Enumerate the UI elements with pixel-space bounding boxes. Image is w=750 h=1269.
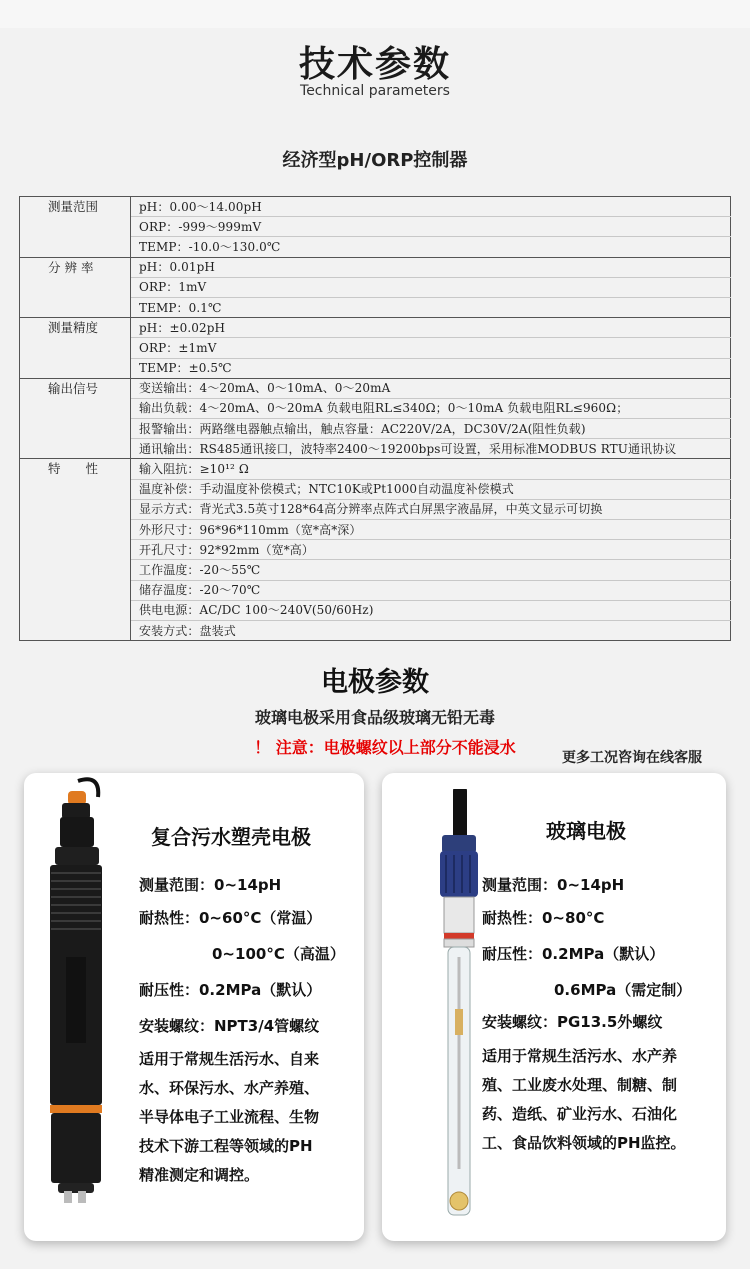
page-title: 技术参数 <box>298 44 451 85</box>
electrode-section-title: 电极参数 <box>321 667 429 698</box>
spec-row <box>20 197 731 217</box>
spec-row <box>20 318 731 338</box>
spec-category: 测量精度 <box>20 318 131 379</box>
spec-value: 安装方式：盘装式 <box>131 620 731 640</box>
spec-heat-high: 0~100°C（高温） <box>212 945 345 963</box>
spec-category: 特 性 <box>20 459 131 641</box>
spec-value: pH：0.00～14.00pH <box>131 197 731 217</box>
glass-electrode-card <box>382 773 726 1241</box>
plastic-electrode-image <box>38 777 114 1237</box>
spec-value: ORP：1mV <box>131 277 731 297</box>
spec-row <box>20 257 731 277</box>
spec-pressure-custom: 0.6MPa（需定制） <box>554 981 692 999</box>
spec-thread: 安装螺纹：NPT3/4管螺纹 <box>139 1017 320 1035</box>
spec-value: TEMP：±0.5℃ <box>131 358 731 378</box>
electrode-warning: ！ 注意：电极螺纹以上部分不能浸水 <box>254 738 516 757</box>
spec-value: ORP：-999～999mV <box>131 217 731 237</box>
top-band <box>0 0 750 28</box>
spec-value: 输入阻抗：≥10¹² Ω <box>131 459 731 479</box>
spec-value: 通讯输出：RS485通讯接口，波特率2400～19200bps可设置，采用标准MODBUS RTU通讯协议 <box>131 439 731 459</box>
spec-value: 开孔尺寸：92*92mm（宽*高） <box>131 540 731 560</box>
spec-value: ORP：±1mV <box>131 338 731 358</box>
desc-line: 精准测定和调控。 <box>139 1166 260 1184</box>
spec-row <box>20 378 731 398</box>
spec-row <box>20 459 731 479</box>
desc-line: 适用于常规生活污水、水产养 <box>482 1047 678 1065</box>
spec-heat: 耐热性：0~60°C（常温） <box>139 909 322 927</box>
spec-value: 变送输出：4～20mA、0～10mA、0～20mA <box>131 378 731 398</box>
spec-range: 测量范围：0~14pH <box>139 876 282 894</box>
spec-value: TEMP：-10.0～130.0℃ <box>131 237 731 257</box>
card-title: 复合污水塑壳电极 <box>151 825 311 849</box>
desc-line: 适用于常规生活污水、自来 <box>139 1050 320 1068</box>
product-name: 经济型pH/ORP控制器 <box>282 150 468 171</box>
desc-line: 水、环保污水、水产养殖、 <box>139 1079 320 1097</box>
desc-line: 殖、工业废水处理、制糖、制 <box>482 1076 678 1094</box>
spec-category: 输出信号 <box>20 378 131 459</box>
spec-value: 显示方式：背光式3.5英寸128*64高分辨率点阵式白屏黑字液晶屏，中英文显示可切换 <box>131 499 731 519</box>
glass-electrode-image <box>412 789 492 1229</box>
desc-line: 半导体电子工业流程、生物 <box>139 1108 320 1126</box>
spec-table <box>19 196 731 641</box>
spec-value: pH：0.01pH <box>131 257 731 277</box>
spec-value: 工作温度：-20～55℃ <box>131 560 731 580</box>
spec-value: 供电电源：AC/DC 100～240V(50/60Hz) <box>131 600 731 620</box>
spec-heat: 耐热性：0~80°C <box>482 909 605 927</box>
spec-value: 外形尺寸：96*96*110mm（宽*高*深） <box>131 520 731 540</box>
spec-category: 测量范围 <box>20 197 131 258</box>
spec-pressure: 耐压性：0.2MPa（默认） <box>482 945 665 963</box>
spec-value: 输出负载：4～20mA、0～20mA 负载电阻RL≤340Ω；0～10mA 负载电阻RL≤960Ω； <box>131 398 731 418</box>
spec-value: 温度补偿：手动温度补偿模式；NTC10K或Pt1000自动温度补偿模式 <box>131 479 731 499</box>
spec-value: 储存温度：-20～70℃ <box>131 580 731 600</box>
desc-line: 药、造纸、矿业污水、石油化 <box>482 1105 678 1123</box>
spec-value: pH：±0.02pH <box>131 318 731 338</box>
spec-category: 分 辨 率 <box>20 257 131 318</box>
electrode-subtitle: 玻璃电极采用食品级玻璃无铅无毒 <box>254 708 495 727</box>
card-title: 玻璃电极 <box>546 819 626 843</box>
desc-line: 工、食品饮料领域的PH监控。 <box>482 1134 686 1152</box>
desc-line: 技术下游工程等领域的PH <box>139 1137 313 1155</box>
more-info-note: 更多工况咨询在线客服 <box>562 750 702 766</box>
spec-value: 报警输出：两路继电器触点输出，触点容量：AC220V/2A，DC30V/2A(阻性负载) <box>131 419 731 439</box>
spec-value: TEMP：0.1℃ <box>131 297 731 317</box>
plastic-electrode-card <box>24 773 364 1241</box>
spec-pressure: 耐压性：0.2MPa（默认） <box>139 981 322 999</box>
page-subtitle: Technical parameters <box>300 83 450 99</box>
spec-thread: 安装螺纹：PG13.5外螺纹 <box>482 1013 663 1031</box>
spec-range: 测量范围：0~14pH <box>482 876 625 894</box>
